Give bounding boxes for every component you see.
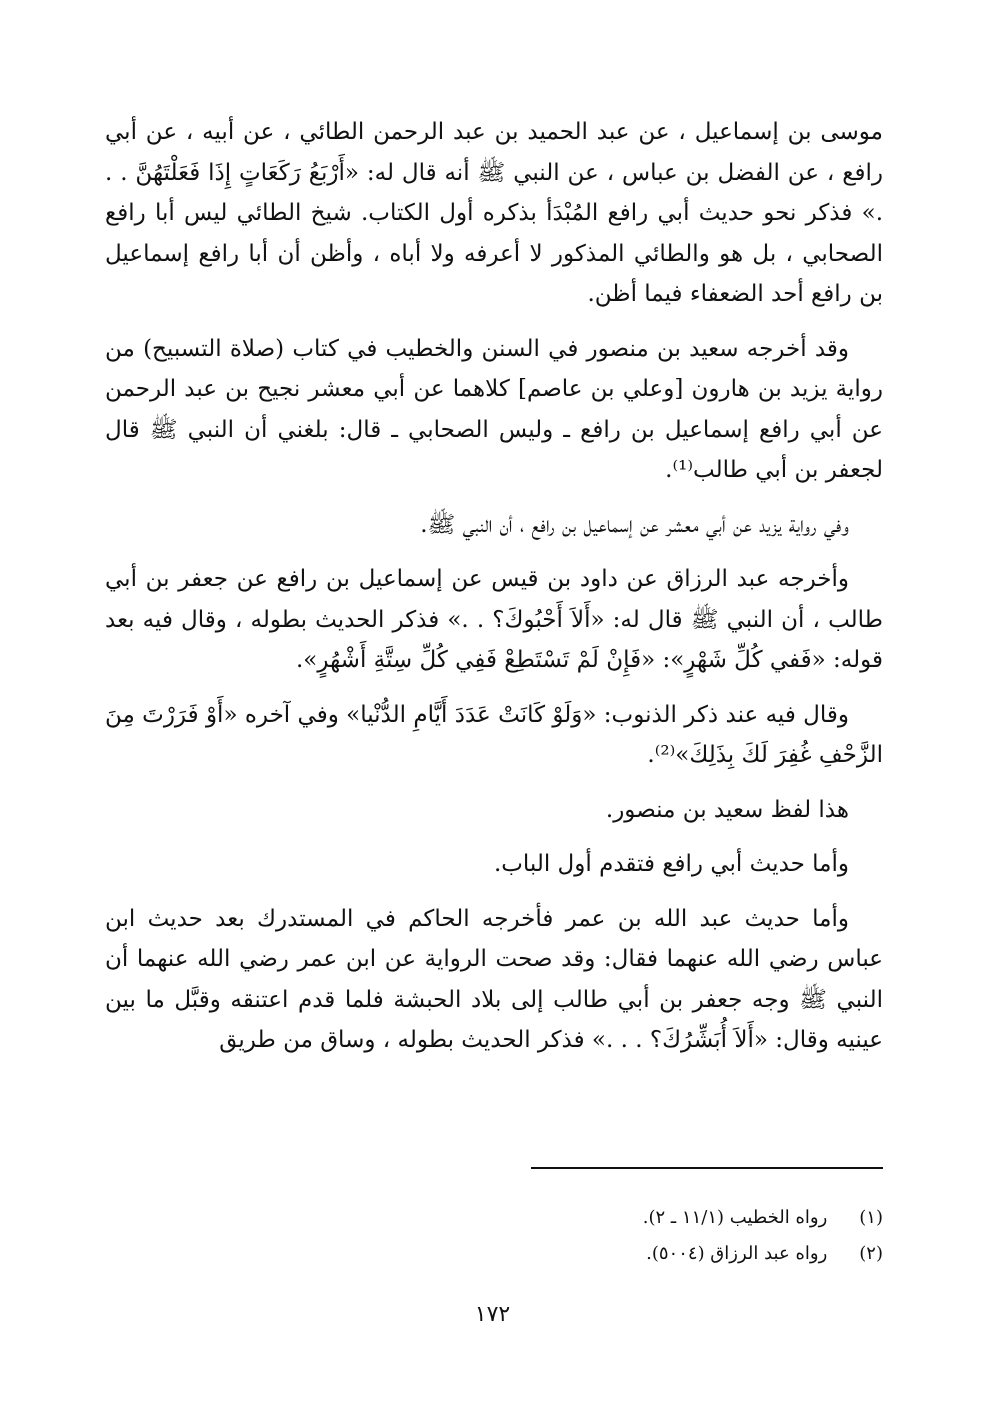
- page-number: ١٧٢: [474, 1302, 511, 1327]
- footnote-number: (٢): [859, 1243, 883, 1264]
- footnote-divider: [531, 1167, 883, 1169]
- paragraph-2: وقد أخرجه سعيد بن منصور في السنن والخطيب في كتاب (صلاة التسبيح) من رواية يزيد بن هارون [وعلي بن عاصم] كلاهما عن أبي معشر نجيح بن عبد الرحمن عن أبي رافع إسماعيل بن رافع ـ وليس الصحابي ـ قال: بلغني أن النبي ﷺ قال لجعفر بن أبي طالب⁽¹⁾.: [105, 335, 883, 483]
- paragraph-6: هذا لفظ سعيد بن منصور.: [605, 796, 849, 823]
- main-text: [105, 112, 883, 1075]
- paragraph-3: وفي رواية يزيد عن أبي معشر عن إسماعيل بن رافع ، أن النبي ﷺ.: [420, 511, 849, 538]
- paragraph-8: وأما حديث عبد الله بن عمر فأخرجه الحاكم في المستدرك بعد حديث ابن عباس رضي الله عنهما فقال: وقد صحت الرواية عن ابن عمر رضي الله عنهما أن النبي ﷺ وجه جعفر بن أبي طالب إلى بلاد الحبشة فلما قدم اعتنقه وقبَّل ما بين عينيه وقال: «أَلاَ أُبَشِّرُكَ؟ . . .» فذكر الحديث بطوله ، وساق من طريق: [105, 905, 883, 1053]
- paragraph-5: وقال فيه عند ذكر الذنوب: «وَلَوْ كَانَتْ عَدَدَ أَيَّامِ الدُّنْيا» وفي آخره «أَوْ فَرَرْتَ مِنَ الزَّحْفِ غُفِرَ لَكَ بِذَلِكَ»⁽²⁾.: [105, 701, 883, 768]
- paragraph-4: وأخرجه عبد الرزاق عن داود بن قيس عن إسماعيل بن رافع عن جعفر بن أبي طالب ، أن النبي ﷺ قال له: «أَلاَ أَحْبُوكَ؟ . .» فذكر الحديث بطوله ، وقال فيه بعد قوله: «فَفي كُلِّ شَهْرٍ»: «فَإِنْ لَمْ تَسْتَطِعْ فَفِي كُلِّ سِتَّةِ أَشْهُرٍ».: [105, 566, 883, 673]
- footnote-number: (١): [859, 1207, 883, 1228]
- footnote-1: [105, 1200, 883, 1236]
- footnote-2: [105, 1236, 883, 1272]
- footnote-text: رواه عبد الرزاق (٥٠٠٤).: [646, 1243, 828, 1264]
- footnote-text: رواه الخطيب (١١/١ ـ ٢).: [642, 1207, 828, 1228]
- paragraph-1: موسى بن إسماعيل ، عن عبد الحميد بن عبد الرحمن الطائي ، عن أبيه ، عن أبي رافع ، عن الفضل بن عباس ، عن النبي ﷺ أنه قال له: «أَرْبَعُ رَكَعَاتٍ إِذَا فَعَلْتَهُنَّ . . .» فذكر نحو حديث أبي رافع المُبْدَأ بذكره أول الكتاب. شيخ الطائي ليس أبا رافع الصحابي ، بل هو والطائي المذكور لا أعرفه ولا أباه ، وأظن أن أبا رافع إسماعيل بن رافع أحد الضعفاء فيما أظن.: [105, 119, 883, 307]
- footnotes: [105, 1200, 883, 1272]
- paragraph-7: وأما حديث أبي رافع فتقدم أول الباب.: [493, 851, 849, 877]
